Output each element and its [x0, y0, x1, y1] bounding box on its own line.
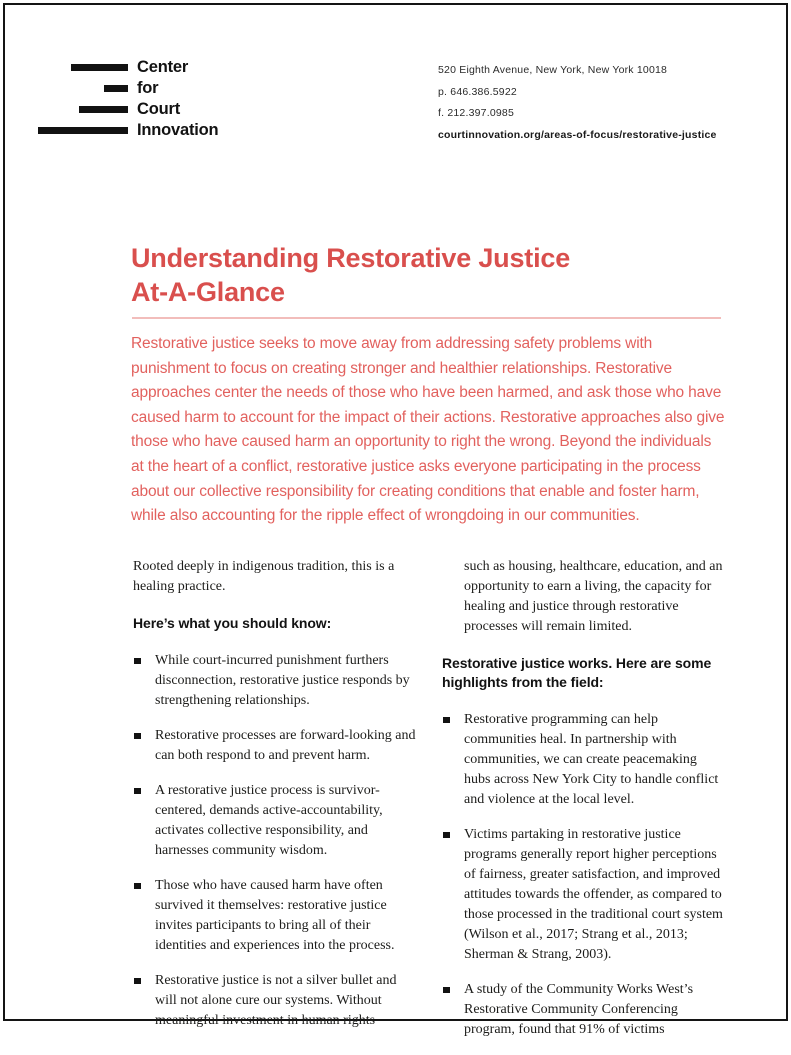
contact-info [438, 65, 717, 151]
title-divider [132, 317, 721, 319]
list-item: Restorative programming can help communities heal. In partnership with communities, we can create peacemaking hubs across New York City to handle conflict and violence at the local level. [442, 710, 725, 810]
logo-bar-icon [71, 64, 128, 71]
contact-phone: p. 646.386.5922 [438, 85, 517, 98]
logo-row [35, 120, 218, 141]
logo-word: Court [137, 100, 180, 118]
list-item: While court-incurred punishment furthers disconnection, restorative justice responds by strengthening relationships. [133, 651, 416, 711]
left-lead-paragraph: Rooted deeply in indigenous tradition, this is a healing practice. [133, 559, 395, 594]
logo-bar-icon [104, 85, 128, 92]
list-item: Those who have caused harm have often survived it themselves: restorative justice invites participants to bring all of their identities and experiences into the process. [133, 876, 416, 956]
right-column [442, 557, 725, 1055]
contact-address: 520 Eighth Avenue, New York, New York 10018 [438, 64, 668, 76]
logo-bars [35, 127, 128, 134]
contact-url: courtinnovation.org/areas-of-focus/restorative-justice [438, 128, 717, 141]
list-item: A study of the Community Works West’s Restorative Community Conferencing program, found that 91% of victims [442, 980, 725, 1040]
left-bullet-list [133, 651, 416, 1031]
page-border-frame [3, 3, 788, 1037]
right-column-heading: Restorative justice works. Here are some highlights from the field: [442, 655, 712, 690]
logo-row [35, 57, 218, 78]
logo-word: for [137, 79, 159, 97]
page-title [131, 241, 731, 309]
contact-fax: f. 212.397.0985 [438, 107, 514, 119]
right-bullet-list [442, 710, 725, 1040]
intro-paragraph: Restorative justice seeks to move away from addressing safety problems with punishment to focus on creating stronger and healthier relationships. Restorative approaches center the needs of those who have been harmed, and ask those who have caused harm to account for the impact of their actions. Restorative approaches also give those who have caused harm an opportunity to right the wrong. Beyond the individuals at the heart of a conflict, restorative justice asks everyone participating in the process about our collective responsibility for creating conditions that enable and foster harm, while also accounting for the ripple effect of wrongdoing in our communities. [131, 335, 725, 525]
logo-bars [35, 85, 128, 92]
list-item: Restorative justice is not a silver bullet and will not alone cure our systems. Without meaningful investment in human rights [133, 971, 416, 1031]
logo-row [35, 99, 218, 120]
continuation-paragraph: such as housing, healthcare, education, and an opportunity to earn a living, the capacity for healing and justice through restorative processes will remain limited. [464, 559, 723, 634]
logo-word: Innovation [137, 121, 219, 139]
logo-row [35, 78, 218, 99]
list-item: A restorative justice process is survivor-centered, demands active-accountability, activates collective responsibility, and harnesses community wisdom. [133, 781, 416, 861]
body-columns [133, 557, 725, 1055]
logo-bar-icon [38, 127, 128, 134]
logo-word: Center [137, 58, 189, 76]
left-column [133, 557, 416, 1055]
page-title-line1: Understanding Restorative Justice [131, 243, 571, 273]
list-item: Victims partaking in restorative justice programs generally report higher perceptions of fairness, greater satisfaction, and improved attitudes towards the offender, as compared to those processed in the traditional court system (Wilson et al., 2017; Strang et al., 2013; Sherman & Strang, 2003). [442, 825, 725, 965]
center-for-court-innovation-logo [35, 57, 218, 141]
left-column-heading: Here’s what you should know: [133, 615, 332, 631]
logo-bars [35, 64, 128, 71]
logo-bar-icon [79, 106, 128, 113]
list-item: Restorative processes are forward-looking and can both respond to and prevent harm. [133, 726, 416, 766]
logo-bars [35, 106, 128, 113]
page-title-line2: At-A-Glance [131, 277, 285, 307]
